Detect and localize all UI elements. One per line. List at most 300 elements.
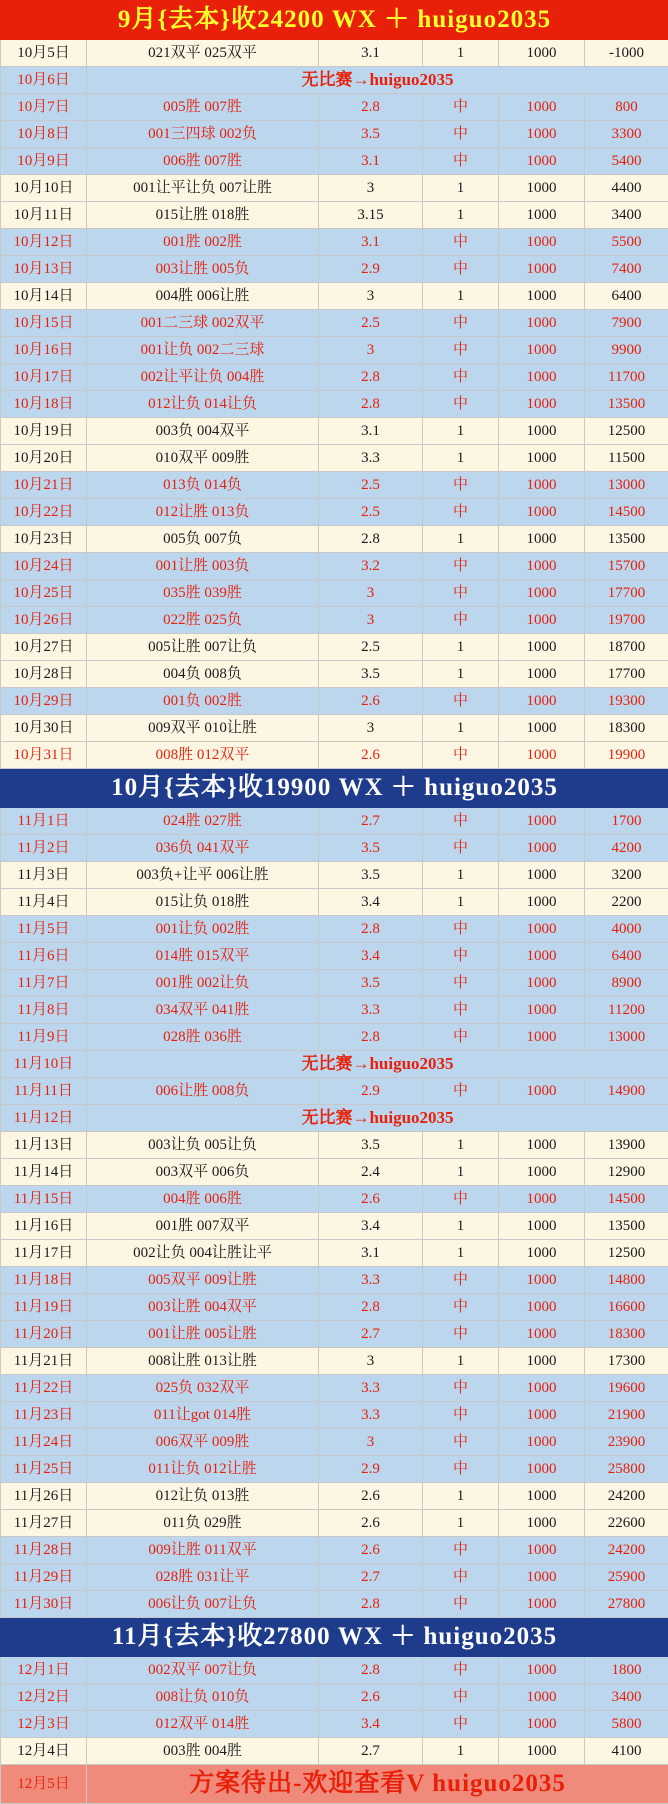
row-result: 1 bbox=[423, 715, 499, 742]
row-profit: 6400 bbox=[585, 283, 668, 310]
row-date: 11月8日 bbox=[1, 997, 87, 1024]
row-date: 10月30日 bbox=[1, 715, 87, 742]
row-odds: 2.8 bbox=[319, 526, 423, 553]
row-match: 001三四球 002负 bbox=[87, 121, 319, 148]
row-profit: 25900 bbox=[585, 1564, 668, 1591]
row-match: 028胜 036胜 bbox=[87, 1024, 319, 1051]
row-stake: 1000 bbox=[499, 1132, 585, 1159]
table-row bbox=[1, 1186, 668, 1213]
row-stake: 1000 bbox=[499, 1591, 585, 1618]
row-odds: 2.8 bbox=[319, 391, 423, 418]
banner-september bbox=[1, 1, 668, 40]
row-date: 11月11日 bbox=[1, 1078, 87, 1105]
row-odds: 2.9 bbox=[319, 256, 423, 283]
row-profit: 3400 bbox=[585, 1684, 668, 1711]
row-match: 013负 014负 bbox=[87, 472, 319, 499]
row-profit: 6400 bbox=[585, 943, 668, 970]
row-result: 中 bbox=[423, 580, 499, 607]
table-row bbox=[1, 148, 668, 175]
table-row bbox=[1, 256, 668, 283]
row-profit: 3200 bbox=[585, 862, 668, 889]
row-result: 中 bbox=[423, 1321, 499, 1348]
table-row bbox=[1, 67, 668, 94]
row-date: 11月30日 bbox=[1, 1591, 87, 1618]
table-row bbox=[1, 688, 668, 715]
row-result: 中 bbox=[423, 148, 499, 175]
row-result: 中 bbox=[423, 997, 499, 1024]
row-date: 12月4日 bbox=[1, 1738, 87, 1765]
row-date: 11月20日 bbox=[1, 1321, 87, 1348]
table-row bbox=[1, 337, 668, 364]
row-odds: 3.1 bbox=[319, 418, 423, 445]
row-odds: 2.8 bbox=[319, 1024, 423, 1051]
row-date: 10月31日 bbox=[1, 742, 87, 769]
row-odds: 2.5 bbox=[319, 310, 423, 337]
row-stake: 1000 bbox=[499, 445, 585, 472]
table-row bbox=[1, 1024, 668, 1051]
row-odds: 3.3 bbox=[319, 997, 423, 1024]
row-odds: 3 bbox=[319, 175, 423, 202]
row-odds: 2.6 bbox=[319, 1537, 423, 1564]
table-row bbox=[1, 391, 668, 418]
row-date: 11月19日 bbox=[1, 1294, 87, 1321]
row-result: 1 bbox=[423, 283, 499, 310]
table-row bbox=[1, 1267, 668, 1294]
row-result: 中 bbox=[423, 364, 499, 391]
row-result: 1 bbox=[423, 1348, 499, 1375]
row-stake: 1000 bbox=[499, 1510, 585, 1537]
table-row bbox=[1, 715, 668, 742]
row-stake: 1000 bbox=[499, 472, 585, 499]
row-profit: 4200 bbox=[585, 835, 668, 862]
row-stake: 1000 bbox=[499, 997, 585, 1024]
row-odds: 3.5 bbox=[319, 121, 423, 148]
row-profit: 1700 bbox=[585, 808, 668, 835]
row-result: 1 bbox=[423, 1159, 499, 1186]
row-match: 003让负 005让负 bbox=[87, 1132, 319, 1159]
row-match: 004负 008负 bbox=[87, 661, 319, 688]
row-match: 025负 032双平 bbox=[87, 1375, 319, 1402]
table-row bbox=[1, 1402, 668, 1429]
row-result: 中 bbox=[423, 337, 499, 364]
row-odds: 2.7 bbox=[319, 1738, 423, 1765]
row-odds: 2.8 bbox=[319, 1657, 423, 1684]
row-stake: 1000 bbox=[499, 526, 585, 553]
row-date: 11月2日 bbox=[1, 835, 87, 862]
table-row bbox=[1, 1078, 668, 1105]
row-date: 12月3日 bbox=[1, 1711, 87, 1738]
table-row bbox=[1, 1537, 668, 1564]
row-stake: 1000 bbox=[499, 688, 585, 715]
row-profit: 14500 bbox=[585, 1186, 668, 1213]
row-result: 中 bbox=[423, 742, 499, 769]
table-row bbox=[1, 835, 668, 862]
row-match: 009双平 010让胜 bbox=[87, 715, 319, 742]
row-match: 005胜 007胜 bbox=[87, 94, 319, 121]
row-date: 10月6日 bbox=[1, 67, 87, 94]
row-result: 中 bbox=[423, 1657, 499, 1684]
row-stake: 1000 bbox=[499, 175, 585, 202]
row-date: 11月25日 bbox=[1, 1456, 87, 1483]
row-profit: -1000 bbox=[585, 40, 668, 67]
row-date: 10月13日 bbox=[1, 256, 87, 283]
row-odds: 2.6 bbox=[319, 1510, 423, 1537]
row-profit: 18700 bbox=[585, 634, 668, 661]
row-date: 11月5日 bbox=[1, 916, 87, 943]
table-row bbox=[1, 310, 668, 337]
row-date: 10月18日 bbox=[1, 391, 87, 418]
table-row bbox=[1, 202, 668, 229]
row-result: 中 bbox=[423, 943, 499, 970]
row-odds: 2.7 bbox=[319, 1564, 423, 1591]
row-match: 015让胜 018胜 bbox=[87, 202, 319, 229]
row-odds: 2.8 bbox=[319, 916, 423, 943]
row-odds: 2.6 bbox=[319, 1186, 423, 1213]
row-stake: 1000 bbox=[499, 1537, 585, 1564]
pending-plan-text: 方案待出-欢迎查看V huiguo2035 bbox=[87, 1765, 668, 1804]
row-match: 008让胜 013让胜 bbox=[87, 1348, 319, 1375]
row-match: 015让负 018胜 bbox=[87, 889, 319, 916]
row-result: 中 bbox=[423, 1267, 499, 1294]
row-stake: 1000 bbox=[499, 94, 585, 121]
row-result: 中 bbox=[423, 94, 499, 121]
row-stake: 1000 bbox=[499, 916, 585, 943]
row-stake: 1000 bbox=[499, 742, 585, 769]
row-profit: 11200 bbox=[585, 997, 668, 1024]
row-result: 1 bbox=[423, 1483, 499, 1510]
row-odds: 2.8 bbox=[319, 1294, 423, 1321]
row-date: 12月1日 bbox=[1, 1657, 87, 1684]
row-match: 002让负 004让胜让平 bbox=[87, 1240, 319, 1267]
no-match-message: 无比赛→huiguo2035 bbox=[87, 1105, 668, 1132]
row-date: 10月5日 bbox=[1, 40, 87, 67]
row-match: 012让负 014让负 bbox=[87, 391, 319, 418]
row-profit: 13500 bbox=[585, 526, 668, 553]
row-result: 中 bbox=[423, 256, 499, 283]
row-profit: 18300 bbox=[585, 1321, 668, 1348]
row-result: 中 bbox=[423, 1186, 499, 1213]
row-date: 11月22日 bbox=[1, 1375, 87, 1402]
row-profit: 11700 bbox=[585, 364, 668, 391]
row-result: 中 bbox=[423, 1537, 499, 1564]
banner-november bbox=[1, 1618, 668, 1657]
row-odds: 3 bbox=[319, 715, 423, 742]
row-profit: 14500 bbox=[585, 499, 668, 526]
row-match: 003胜 004胜 bbox=[87, 1738, 319, 1765]
row-result: 中 bbox=[423, 970, 499, 997]
row-profit: 4400 bbox=[585, 175, 668, 202]
table-row bbox=[1, 1711, 668, 1738]
row-stake: 1000 bbox=[499, 1213, 585, 1240]
row-match: 004胜 006让胜 bbox=[87, 283, 319, 310]
table-row bbox=[1, 364, 668, 391]
row-match: 006双平 009胜 bbox=[87, 1429, 319, 1456]
row-result: 1 bbox=[423, 418, 499, 445]
row-profit: 19600 bbox=[585, 1375, 668, 1402]
banner-october-text: 10月{去本}收19900 WX ＋ huiguo2035 bbox=[1, 769, 668, 808]
row-date: 10月24日 bbox=[1, 553, 87, 580]
row-profit: 25800 bbox=[585, 1456, 668, 1483]
table-row bbox=[1, 1132, 668, 1159]
row-stake: 1000 bbox=[499, 499, 585, 526]
row-result: 1 bbox=[423, 661, 499, 688]
row-odds: 2.6 bbox=[319, 1684, 423, 1711]
row-odds: 3.1 bbox=[319, 148, 423, 175]
row-match: 008胜 012双平 bbox=[87, 742, 319, 769]
row-stake: 1000 bbox=[499, 1348, 585, 1375]
row-match: 011负 029胜 bbox=[87, 1510, 319, 1537]
row-stake: 1000 bbox=[499, 1267, 585, 1294]
row-match: 022胜 025负 bbox=[87, 607, 319, 634]
row-odds: 3.4 bbox=[319, 943, 423, 970]
table-row bbox=[1, 472, 668, 499]
table-row bbox=[1, 1375, 668, 1402]
row-match: 003负+让平 006让胜 bbox=[87, 862, 319, 889]
table-row bbox=[1, 1240, 668, 1267]
row-odds: 2.9 bbox=[319, 1456, 423, 1483]
row-date: 10月16日 bbox=[1, 337, 87, 364]
row-stake: 1000 bbox=[499, 229, 585, 256]
table-row bbox=[1, 970, 668, 997]
table-row bbox=[1, 499, 668, 526]
row-match: 021双平 025双平 bbox=[87, 40, 319, 67]
row-odds: 3 bbox=[319, 283, 423, 310]
row-date: 11月1日 bbox=[1, 808, 87, 835]
row-profit: 5400 bbox=[585, 148, 668, 175]
row-result: 中 bbox=[423, 1711, 499, 1738]
row-odds: 2.7 bbox=[319, 1321, 423, 1348]
banner-october bbox=[1, 769, 668, 808]
table-row bbox=[1, 121, 668, 148]
row-date: 10月20日 bbox=[1, 445, 87, 472]
table-row bbox=[1, 916, 668, 943]
row-result: 中 bbox=[423, 835, 499, 862]
row-date: 10月22日 bbox=[1, 499, 87, 526]
table-row bbox=[1, 40, 668, 67]
row-profit: 24200 bbox=[585, 1537, 668, 1564]
table-row bbox=[1, 175, 668, 202]
row-result: 中 bbox=[423, 1684, 499, 1711]
row-date: 10月15日 bbox=[1, 310, 87, 337]
row-stake: 1000 bbox=[499, 580, 585, 607]
row-match: 006让胜 008负 bbox=[87, 1078, 319, 1105]
row-profit: 13000 bbox=[585, 472, 668, 499]
row-odds: 3.1 bbox=[319, 229, 423, 256]
table-row bbox=[1, 94, 668, 121]
pending-plan-date: 12月5日 bbox=[1, 1765, 87, 1804]
row-match: 028胜 031让平 bbox=[87, 1564, 319, 1591]
row-match: 005让胜 007让负 bbox=[87, 634, 319, 661]
row-profit: 13900 bbox=[585, 1132, 668, 1159]
row-date: 11月27日 bbox=[1, 1510, 87, 1537]
row-result: 1 bbox=[423, 1738, 499, 1765]
row-match: 012双平 014胜 bbox=[87, 1711, 319, 1738]
row-result: 中 bbox=[423, 808, 499, 835]
row-match: 006胜 007胜 bbox=[87, 148, 319, 175]
row-result: 中 bbox=[423, 916, 499, 943]
row-stake: 1000 bbox=[499, 1402, 585, 1429]
row-profit: 23900 bbox=[585, 1429, 668, 1456]
row-stake: 1000 bbox=[499, 148, 585, 175]
row-stake: 1000 bbox=[499, 661, 585, 688]
no-match-message: 无比赛→huiguo2035 bbox=[87, 67, 668, 94]
row-profit: 17700 bbox=[585, 661, 668, 688]
row-profit: 3400 bbox=[585, 202, 668, 229]
row-stake: 1000 bbox=[499, 835, 585, 862]
row-profit: 4100 bbox=[585, 1738, 668, 1765]
table-row bbox=[1, 661, 668, 688]
row-result: 中 bbox=[423, 1564, 499, 1591]
row-profit: 12900 bbox=[585, 1159, 668, 1186]
row-match: 024胜 027胜 bbox=[87, 808, 319, 835]
row-stake: 1000 bbox=[499, 1024, 585, 1051]
row-date: 11月9日 bbox=[1, 1024, 87, 1051]
row-result: 中 bbox=[423, 310, 499, 337]
row-odds: 3.3 bbox=[319, 1375, 423, 1402]
row-stake: 1000 bbox=[499, 1483, 585, 1510]
row-stake: 1000 bbox=[499, 1294, 585, 1321]
row-match: 005双平 009让胜 bbox=[87, 1267, 319, 1294]
banner-november-text: 11月{去本}收27800 WX ＋ huiguo2035 bbox=[1, 1618, 668, 1657]
row-stake: 1000 bbox=[499, 862, 585, 889]
row-profit: 13500 bbox=[585, 1213, 668, 1240]
row-profit: 7400 bbox=[585, 256, 668, 283]
row-odds: 2.6 bbox=[319, 688, 423, 715]
row-match: 003让胜 005负 bbox=[87, 256, 319, 283]
row-date: 10月14日 bbox=[1, 283, 87, 310]
row-stake: 1000 bbox=[499, 1186, 585, 1213]
row-date: 11月6日 bbox=[1, 943, 87, 970]
row-stake: 1000 bbox=[499, 715, 585, 742]
table-row bbox=[1, 742, 668, 769]
row-odds: 3.5 bbox=[319, 862, 423, 889]
table-row bbox=[1, 943, 668, 970]
row-profit: 1800 bbox=[585, 1657, 668, 1684]
row-profit: 22600 bbox=[585, 1510, 668, 1537]
row-date: 11月4日 bbox=[1, 889, 87, 916]
row-result: 1 bbox=[423, 1132, 499, 1159]
table-row bbox=[1, 553, 668, 580]
row-date: 11月3日 bbox=[1, 862, 87, 889]
row-odds: 3 bbox=[319, 1348, 423, 1375]
row-date: 11月17日 bbox=[1, 1240, 87, 1267]
row-date: 10月11日 bbox=[1, 202, 87, 229]
row-odds: 3 bbox=[319, 580, 423, 607]
pending-plan-row bbox=[1, 1765, 668, 1804]
row-stake: 1000 bbox=[499, 808, 585, 835]
row-profit: 7900 bbox=[585, 310, 668, 337]
row-profit: 9900 bbox=[585, 337, 668, 364]
row-match: 001让负 002胜 bbox=[87, 916, 319, 943]
row-date: 11月23日 bbox=[1, 1402, 87, 1429]
row-match: 001二三球 002双平 bbox=[87, 310, 319, 337]
row-result: 中 bbox=[423, 1591, 499, 1618]
row-result: 中 bbox=[423, 1429, 499, 1456]
row-match: 034双平 041胜 bbox=[87, 997, 319, 1024]
row-match: 009让胜 011双平 bbox=[87, 1537, 319, 1564]
row-match: 006让负 007让负 bbox=[87, 1591, 319, 1618]
row-result: 中 bbox=[423, 229, 499, 256]
table-row bbox=[1, 526, 668, 553]
row-result: 1 bbox=[423, 175, 499, 202]
row-odds: 3.3 bbox=[319, 1402, 423, 1429]
row-odds: 3 bbox=[319, 1429, 423, 1456]
row-stake: 1000 bbox=[499, 1564, 585, 1591]
row-date: 11月14日 bbox=[1, 1159, 87, 1186]
table-row bbox=[1, 1483, 668, 1510]
row-match: 005负 007负 bbox=[87, 526, 319, 553]
row-stake: 1000 bbox=[499, 40, 585, 67]
row-odds: 2.5 bbox=[319, 634, 423, 661]
row-odds: 2.4 bbox=[319, 1159, 423, 1186]
table-row bbox=[1, 283, 668, 310]
row-profit: 15700 bbox=[585, 553, 668, 580]
row-date: 11月21日 bbox=[1, 1348, 87, 1375]
table-row bbox=[1, 229, 668, 256]
row-match: 001让负 002二三球 bbox=[87, 337, 319, 364]
row-profit: 21900 bbox=[585, 1402, 668, 1429]
row-result: 中 bbox=[423, 121, 499, 148]
row-match: 011让负 012让胜 bbox=[87, 1456, 319, 1483]
row-result: 中 bbox=[423, 607, 499, 634]
table-row bbox=[1, 1456, 668, 1483]
row-stake: 1000 bbox=[499, 1456, 585, 1483]
row-stake: 1000 bbox=[499, 121, 585, 148]
row-result: 1 bbox=[423, 889, 499, 916]
row-result: 1 bbox=[423, 40, 499, 67]
row-result: 中 bbox=[423, 1402, 499, 1429]
row-stake: 1000 bbox=[499, 418, 585, 445]
row-odds: 3 bbox=[319, 337, 423, 364]
row-result: 中 bbox=[423, 688, 499, 715]
row-profit: 12500 bbox=[585, 1240, 668, 1267]
row-profit: 11500 bbox=[585, 445, 668, 472]
row-result: 中 bbox=[423, 1294, 499, 1321]
row-stake: 1000 bbox=[499, 391, 585, 418]
table-row bbox=[1, 418, 668, 445]
row-profit: 8900 bbox=[585, 970, 668, 997]
row-date: 11月28日 bbox=[1, 1537, 87, 1564]
row-date: 10月19日 bbox=[1, 418, 87, 445]
table-body bbox=[1, 1, 668, 1804]
row-result: 1 bbox=[423, 1213, 499, 1240]
table-row bbox=[1, 1321, 668, 1348]
row-profit: 27800 bbox=[585, 1591, 668, 1618]
row-date: 11月24日 bbox=[1, 1429, 87, 1456]
no-match-message: 无比赛→huiguo2035 bbox=[87, 1051, 668, 1078]
row-stake: 1000 bbox=[499, 970, 585, 997]
row-profit: 19300 bbox=[585, 688, 668, 715]
row-odds: 2.5 bbox=[319, 499, 423, 526]
table-row bbox=[1, 1051, 668, 1078]
row-result: 中 bbox=[423, 499, 499, 526]
row-odds: 3.1 bbox=[319, 1240, 423, 1267]
row-date: 12月2日 bbox=[1, 1684, 87, 1711]
row-date: 11月13日 bbox=[1, 1132, 87, 1159]
table-row bbox=[1, 808, 668, 835]
row-date: 10月28日 bbox=[1, 661, 87, 688]
row-profit: 13500 bbox=[585, 391, 668, 418]
row-profit: 3300 bbox=[585, 121, 668, 148]
row-stake: 1000 bbox=[499, 943, 585, 970]
row-match: 002双平 007让负 bbox=[87, 1657, 319, 1684]
row-profit: 16600 bbox=[585, 1294, 668, 1321]
table-row bbox=[1, 1564, 668, 1591]
row-odds: 3.3 bbox=[319, 445, 423, 472]
row-stake: 1000 bbox=[499, 1711, 585, 1738]
table-row bbox=[1, 1738, 668, 1765]
row-stake: 1000 bbox=[499, 283, 585, 310]
